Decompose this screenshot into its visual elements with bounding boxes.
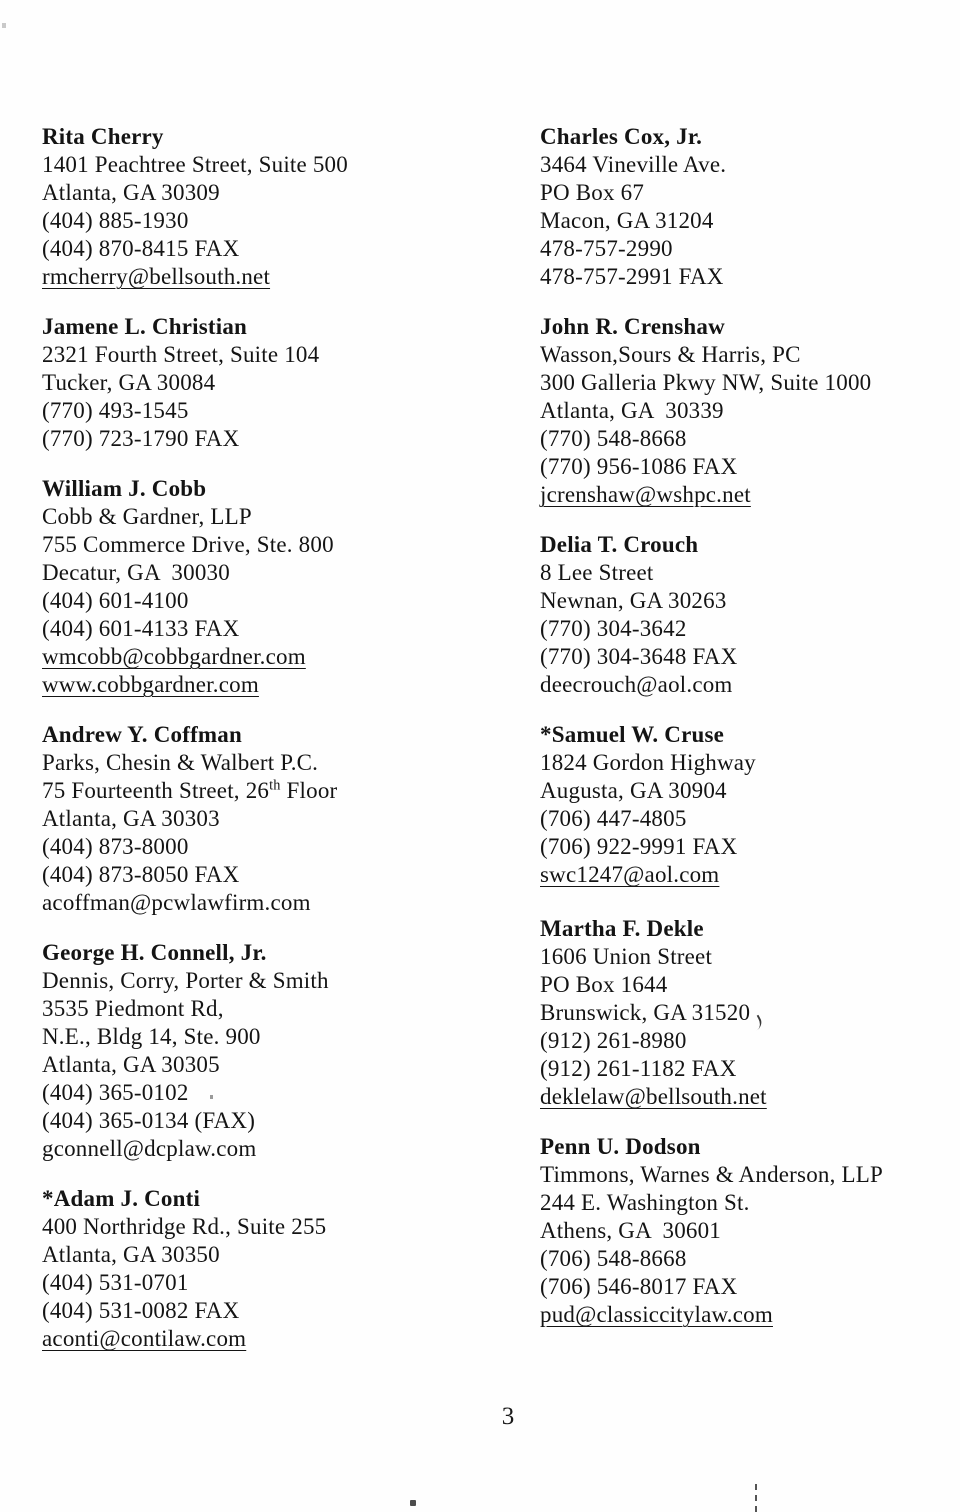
- contact-email: deecrouch@aol.com: [540, 672, 733, 697]
- contact-line: 478-757-2990: [540, 236, 673, 261]
- page-number: 3: [501, 1403, 515, 1430]
- contact-line: Macon, GA 31204: [540, 208, 714, 233]
- contact-line: (912) 261-1182 FAX: [540, 1056, 737, 1081]
- directory-entry: [540, 915, 952, 1111]
- contact-line: (706) 922-9991 FAX: [540, 834, 738, 859]
- contact-line: (404) 873-8050 FAX: [42, 862, 240, 887]
- contact-line: Atlanta, GA 30339: [540, 398, 724, 423]
- contact-line: Atlanta, GA 30303: [42, 806, 220, 831]
- contact-line: Wasson,Sours & Harris, PC: [540, 342, 801, 367]
- contact-email: aconti@contilaw.com: [42, 1326, 247, 1351]
- contact-name: Jamene L. Christian: [42, 314, 248, 339]
- contact-line: (404) 365-0102: [42, 1080, 189, 1105]
- scan-speck: [2, 23, 6, 28]
- contact-name: George H. Connell, Jr.: [42, 940, 267, 965]
- contact-line: (770) 304-3642: [540, 616, 687, 641]
- directory-entry: [42, 123, 522, 291]
- contact-line: (770) 956-1086 FAX: [540, 454, 738, 479]
- directory-entry: [42, 721, 522, 917]
- contact-line: Augusta, GA 30904: [540, 778, 727, 803]
- contact-email: wmcobb@cobbgardner.com: [42, 644, 306, 669]
- contact-line: 8 Lee Street: [540, 560, 654, 585]
- contact-line: Cobb & Gardner, LLP: [42, 504, 252, 529]
- contact-line: (404) 870-8415 FAX: [42, 236, 240, 261]
- contact-email: pud@classiccitylaw.com: [540, 1302, 773, 1327]
- contact-website: www.cobbgardner.com: [42, 672, 259, 697]
- contact-line: 478-757-2991 FAX: [540, 264, 724, 289]
- contact-line: 1401 Peachtree Street, Suite 500: [42, 152, 348, 177]
- contact-line: Tucker, GA 30084: [42, 370, 216, 395]
- contact-line: (404) 365-0134 (FAX): [42, 1108, 256, 1133]
- contact-name: Rita Cherry: [42, 124, 164, 149]
- contact-name: *Adam J. Conti: [42, 1186, 201, 1211]
- contact-line: (770) 548-8668: [540, 426, 687, 451]
- contact-line: 244 E. Washington St.: [540, 1190, 750, 1215]
- directory-entry: [42, 939, 522, 1163]
- contact-line: (404) 531-0082 FAX: [42, 1298, 240, 1323]
- contact-email: jcrenshaw@wshpc.net: [540, 482, 751, 507]
- scan-dash-artifact: [755, 1484, 757, 1512]
- contact-line: Athens, GA 30601: [540, 1218, 722, 1243]
- contact-email: acoffman@pcwlawfirm.com: [42, 890, 311, 915]
- contact-line: PO Box 1644: [540, 972, 668, 997]
- contact-name: Penn U. Dodson: [540, 1134, 701, 1159]
- contact-email: swc1247@aol.com: [540, 862, 720, 887]
- directory-entry: [540, 531, 952, 699]
- contact-name: Charles Cox, Jr.: [540, 124, 703, 149]
- contact-line: Brunswick, GA 31520: [540, 999, 952, 1027]
- contact-line: PO Box 67: [540, 180, 645, 205]
- contact-line: Timmons, Warnes & Anderson, LLP: [540, 1162, 883, 1187]
- contact-email: deklelaw@bellsouth.net: [540, 1084, 767, 1109]
- directory-entry: [540, 313, 952, 509]
- contact-name: *Samuel W. Cruse: [540, 722, 725, 747]
- contact-line: 300 Galleria Pkwy NW, Suite 1000: [540, 370, 872, 395]
- contact-line: Newnan, GA 30263: [540, 588, 727, 613]
- directory-column-right: [540, 123, 952, 1351]
- contact-line: 755 Commerce Drive, Ste. 800: [42, 532, 334, 557]
- contact-line: (770) 723-1790 FAX: [42, 426, 240, 451]
- contact-line: Atlanta, GA 30350: [42, 1242, 220, 1267]
- contact-line: 75 Fourteenth Street, 26th Floor: [42, 777, 338, 803]
- contact-line: 3464 Vineville Ave.: [540, 152, 727, 177]
- directory-entry: [42, 1185, 522, 1353]
- contact-email: gconnell@dcplaw.com: [42, 1136, 257, 1161]
- contact-name: John R. Crenshaw: [540, 314, 725, 339]
- contact-name: Martha F. Dekle: [540, 916, 704, 941]
- directory-entry: [42, 313, 522, 453]
- contact-line: (404) 531-0701: [42, 1270, 189, 1295]
- contact-name: William J. Cobb: [42, 476, 207, 501]
- contact-line: 3535 Piedmont Rd,: [42, 996, 224, 1021]
- contact-line: Atlanta, GA 30309: [42, 180, 220, 205]
- contact-line: (912) 261-8980: [540, 1028, 687, 1053]
- contact-line: (404) 601-4100: [42, 588, 189, 613]
- scan-speck: [410, 1500, 416, 1506]
- contact-line: 400 Northridge Rd., Suite 255: [42, 1214, 327, 1239]
- contact-line: Dennis, Corry, Porter & Smith: [42, 968, 329, 993]
- contact-line: (404) 601-4133 FAX: [42, 616, 240, 641]
- directory-column-left: [42, 123, 522, 1375]
- contact-email: rmcherry@bellsouth.net: [42, 264, 271, 289]
- directory-entry: [540, 721, 952, 889]
- directory-entry: [540, 123, 952, 291]
- contact-line: 1606 Union Street: [540, 944, 713, 969]
- contact-line: (404) 885-1930: [42, 208, 189, 233]
- contact-line: (706) 546-8017 FAX: [540, 1274, 738, 1299]
- contact-line: 1824 Gordon Highway: [540, 750, 756, 775]
- contact-line: N.E., Bldg 14, Ste. 900: [42, 1024, 261, 1049]
- contact-line: (404) 873-8000: [42, 834, 189, 859]
- contact-name: Delia T. Crouch: [540, 532, 699, 557]
- contact-line: (706) 447-4805: [540, 806, 687, 831]
- contact-name: Andrew Y. Coffman: [42, 722, 242, 747]
- contact-line: Atlanta, GA 30305: [42, 1052, 220, 1077]
- contact-line: (770) 493-1545: [42, 398, 189, 423]
- contact-line: Decatur, GA 30030: [42, 560, 230, 585]
- contact-line: Parks, Chesin & Walbert P.C.: [42, 750, 319, 775]
- superscript-ordinal: th: [269, 777, 281, 794]
- scan-speck: [210, 1095, 213, 1099]
- contact-line: (770) 304-3648 FAX: [540, 644, 738, 669]
- contact-line: 2321 Fourth Street, Suite 104: [42, 342, 320, 367]
- contact-line: (706) 548-8668: [540, 1246, 687, 1271]
- directory-entry: [540, 1133, 952, 1329]
- directory-entry: [42, 475, 522, 699]
